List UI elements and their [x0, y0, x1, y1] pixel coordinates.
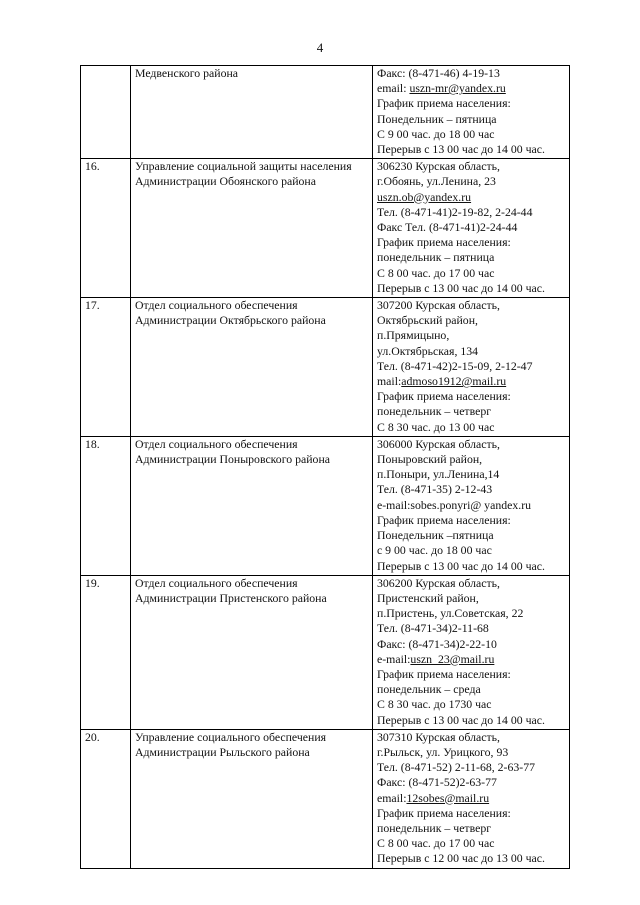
- contact-line: Тел. (8-471-41)2-19-82, 2-24-44: [377, 204, 533, 219]
- email-link[interactable]: admoso1912@mail.ru: [401, 374, 507, 389]
- contact-line: 306000 Курская область,: [377, 436, 500, 451]
- contact-line: Факс Тел. (8-471-41)2-24-44: [377, 220, 518, 235]
- row-number: 19.: [81, 575, 131, 729]
- email-prefix: email:: [377, 790, 407, 805]
- contact-line: понедельник – четверг: [377, 820, 492, 835]
- contact-line: Перерыв с 13 00 час до 14 00 час.: [377, 558, 545, 573]
- organization-name: Управление социального обеспечения Администрации Рыльского района: [131, 729, 373, 868]
- email-prefix: e-mail:: [377, 651, 411, 666]
- contact-line: График приема населения:: [377, 235, 511, 250]
- contact-line: 307200 Курская область,: [377, 298, 500, 313]
- contact-line: с 9 00 час. до 18 00 час: [377, 543, 492, 558]
- contact-line: понедельник – среда: [377, 682, 481, 697]
- contact-info: [373, 66, 570, 159]
- contact-line: ул.Октябрьская, 134: [377, 343, 479, 358]
- table-row: [81, 159, 570, 298]
- contact-line: 306200 Курская область,: [377, 575, 500, 590]
- email-link[interactable]: uszn.ob@yandex.ru: [377, 189, 472, 204]
- contact-line: 306230 Курская область,: [377, 159, 500, 174]
- contact-line: График приема населения:: [377, 666, 511, 681]
- organization-name: Управление социальной защиты населения Администрации Обоянского района: [131, 159, 373, 298]
- contact-line: С 8 00 час. до 17 00 час: [377, 265, 495, 280]
- contact-line: Перерыв с 13 00 час до 14 00 час.: [377, 712, 545, 727]
- contact-line: Перерыв с 12 00 час до 13 00 час.: [377, 851, 545, 866]
- contact-line: Тел. (8-471-34)2-11-68: [377, 621, 489, 636]
- email-link[interactable]: uszn-mr@yandex.ru: [409, 81, 506, 96]
- contact-line: Перерыв с 13 00 час до 14 00 час.: [377, 142, 545, 157]
- contact-line: г.Обоянь, ул.Ленина, 23: [377, 174, 496, 189]
- email-prefix: email:: [377, 81, 410, 96]
- contact-email-line: [377, 652, 567, 667]
- contact-line: График приема населения:: [377, 512, 511, 527]
- contact-line: Пристенский район,: [377, 590, 479, 605]
- table-row: [81, 298, 570, 437]
- contact-line: Факс: (8-471-46) 4-19-13: [377, 66, 500, 80]
- contact-line: Понедельник – пятница: [377, 111, 497, 126]
- contact-info: [373, 159, 570, 298]
- contact-line: 307310 Курская область,: [377, 729, 500, 744]
- contacts-table: [80, 65, 570, 869]
- row-number: 18.: [81, 436, 131, 575]
- contact-line: С 8 30 час. до 13 00 час: [377, 419, 495, 434]
- contact-email-line: [377, 81, 567, 96]
- contact-line: п.Прямицыно,: [377, 328, 450, 343]
- contact-line: Факс: (8-471-34)2-22-10: [377, 636, 497, 651]
- row-number: 16.: [81, 159, 131, 298]
- contact-line: График приема населения:: [377, 96, 511, 111]
- contact-line: Поныровский район,: [377, 452, 483, 467]
- table-row: [81, 575, 570, 729]
- contact-info: [373, 298, 570, 437]
- contact-line: Факс: (8-471-52)2-63-77: [377, 775, 497, 790]
- contact-email-line: [377, 190, 567, 205]
- row-number: [81, 66, 131, 159]
- contact-info: [373, 436, 570, 575]
- contact-line: Тел. (8-471-52) 2-11-68, 2-63-77: [377, 760, 535, 775]
- contact-line: Октябрьский район,: [377, 313, 478, 328]
- email-prefix: mail:: [377, 374, 402, 389]
- table-row: [81, 729, 570, 868]
- organization-name: Отдел социального обеспечения Администрации Октябрьского района: [131, 298, 373, 437]
- contact-info: [373, 575, 570, 729]
- organization-name: Медвенского района: [131, 66, 373, 159]
- table-row: [81, 436, 570, 575]
- contact-line: Понедельник –пятница: [377, 528, 494, 543]
- contact-line: С 8 30 час. до 1730 час: [377, 697, 492, 712]
- contact-line: понедельник – четверг: [377, 404, 492, 419]
- contact-line: Тел. (8-471-42)2-15-09, 2-12-47: [377, 358, 533, 373]
- organization-name: Отдел социального обеспечения Администрации Поныровского района: [131, 436, 373, 575]
- contact-line: С 9 00 час. до 18 00 час: [377, 126, 495, 141]
- table-row: [81, 66, 570, 159]
- row-number: 20.: [81, 729, 131, 868]
- row-number: 17.: [81, 298, 131, 437]
- email-link[interactable]: 12sobes@mail.ru: [406, 790, 490, 805]
- contact-line: п.Пристень, ул.Советская, 22: [377, 606, 524, 621]
- contact-line: e-mail:sobes.ponyri@ yandex.ru: [377, 497, 532, 512]
- contact-email-line: [377, 791, 567, 806]
- contact-line: С 8 00 час. до 17 00 час: [377, 836, 495, 851]
- contact-line: понедельник – пятница: [377, 250, 495, 265]
- contact-line: Тел. (8-471-35) 2-12-43: [377, 482, 493, 497]
- contact-line: п.Поныри, ул.Ленина,14: [377, 467, 500, 482]
- contact-line: График приема населения:: [377, 389, 511, 404]
- contact-line: График приема населения:: [377, 805, 511, 820]
- contact-email-line: [377, 374, 567, 389]
- contact-line: г.Рыльск, ул. Урицкого, 93: [377, 744, 509, 759]
- organization-name: Отдел социального обеспечения Администрации Пристенского района: [131, 575, 373, 729]
- email-link[interactable]: uszn_23@mail.ru: [410, 651, 495, 666]
- contact-info: [373, 729, 570, 868]
- contact-line: Перерыв с 13 00 час до 14 00 час.: [377, 280, 545, 295]
- page-number: 4: [316, 40, 324, 55]
